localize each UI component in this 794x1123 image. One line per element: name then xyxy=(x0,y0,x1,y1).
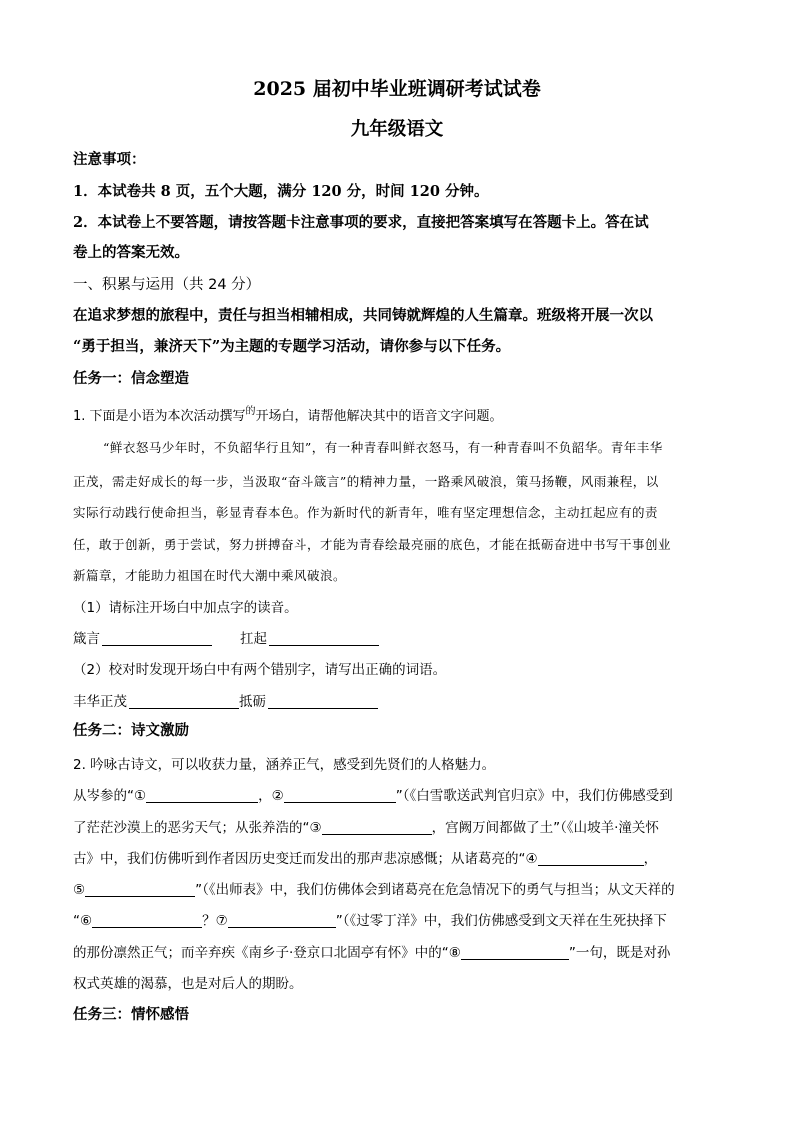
blank-5[interactable] xyxy=(85,880,195,897)
task2-heading: 任务二：诗文激励 xyxy=(73,722,189,739)
poem-line-2 xyxy=(73,818,659,838)
poem-line-3 xyxy=(73,849,657,869)
label-zhenyan: 箴言 xyxy=(73,631,100,647)
poem-line-6-a: 的那份凛然正气；而辛弃疾《南乡子·登京口北固亭有怀》中的“⑧ xyxy=(73,945,461,961)
passage-line-3: 实际行动践行使命担当，彰显青春本色。作为新时代的新青年，唯有坚定理想信念，主动扛起应有的责 xyxy=(73,505,659,520)
question-2-intro: 2. 吟咏古诗文，可以收获力量，涵养正气，感受到先贤们的人格魅力。 xyxy=(73,757,496,773)
poem-line-5-c: ”（《过零丁洋》中，我们仿佛感受到文天祥在生死抉择下 xyxy=(335,913,667,929)
notice-item-2-line2: 卷上的答案无效。 xyxy=(73,244,189,261)
section1-intro-line1: 在追求梦想的旅程中，责任与担当相辅相成，共同铸就辉煌的人生篇章。班级将开展一次以 xyxy=(73,307,653,324)
blank-dili[interactable] xyxy=(268,692,378,709)
answer-line-2 xyxy=(73,692,378,712)
section1-intro-line2: “勇于担当，兼济天下”为主题的专题学习活动，请你参与以下任务。 xyxy=(73,338,511,355)
blank-fenghua[interactable] xyxy=(129,692,239,709)
poem-line-5-a: “⑥ xyxy=(73,913,93,929)
poem-line-3-b: ， xyxy=(643,851,658,867)
section1-heading: 一、积累与运用（共 24 分） xyxy=(73,277,261,293)
question-1-text-b: 开场白，请帮他解决其中的语音文字问题。 xyxy=(255,409,503,424)
poem-line-1-c: ”（《白雪歌送武判官归京》中，我们仿佛感受到 xyxy=(395,788,673,804)
blank-7[interactable] xyxy=(228,911,336,928)
sub-question-2: （2）校对时发现开场白中有两个错别字，请写出正确的词语。 xyxy=(73,662,447,678)
blank-2[interactable] xyxy=(284,786,396,803)
blank-4[interactable] xyxy=(538,849,644,866)
poem-line-4-b: ”（《出师表》中，我们仿佛体会到诸葛亮在危急情况下的勇气与担当；从文天祥的 xyxy=(195,882,675,898)
blank-3[interactable] xyxy=(322,818,432,835)
dot-mark: 的 xyxy=(245,406,256,417)
notice-heading: 注意事项： xyxy=(73,151,146,168)
poem-line-6-b: ”一句，既是对孙 xyxy=(568,945,671,961)
blank-kangqi[interactable] xyxy=(269,629,379,646)
passage-line-1: “鲜衣怒马少年时，不负韶华行且知”，有一种青春叫鲜衣怒马，有一种青春叫不负韶华。青年丰华 xyxy=(103,440,663,455)
blank-1[interactable] xyxy=(146,786,258,803)
sub-question-1: （1）请标注开场白中加点字的读音。 xyxy=(73,600,298,616)
answer-line-1 xyxy=(73,629,379,649)
exam-title: 2025 届初中毕业班调研考试试卷 xyxy=(253,78,541,100)
task1-heading: 任务一：信念塑造 xyxy=(73,370,189,387)
poem-line-1 xyxy=(73,786,673,806)
notice-item-2-line1: 2．本试卷上不要答题，请按答题卡注意事项的要求，直接把答案填写在答题卡上。答在试 xyxy=(73,214,649,231)
question-1 xyxy=(73,407,503,428)
exam-subtitle: 九年级语文 xyxy=(350,119,444,140)
poem-line-6 xyxy=(73,943,670,963)
question-1-text-a: 1. 下面是小语为本次活动撰写 xyxy=(73,409,246,424)
blank-6[interactable] xyxy=(92,911,202,928)
passage-line-5: 新篇章，才能助力祖国在时代大潮中乘风破浪。 xyxy=(73,568,347,583)
notice-item-1: 1．本试卷共 8 页，五个大题，满分 120 分，时间 120 分钟。 xyxy=(73,183,489,200)
passage-line-2: 正茂，需走好成长的每一步，当汲取“奋斗箴言”的精神力量，一路乘风破浪，策马扬鞭，风雨兼程，以 xyxy=(73,474,659,489)
poem-line-4-a: ⑤ xyxy=(73,882,86,898)
label-fenghua: 丰华正茂 xyxy=(73,694,127,710)
blank-8[interactable] xyxy=(461,943,569,960)
poem-line-5 xyxy=(73,911,667,931)
label-kangqi: 扛起 xyxy=(240,631,267,647)
poem-line-4 xyxy=(73,880,675,900)
blank-zhenyan[interactable] xyxy=(102,629,212,646)
task3-heading: 任务三：情怀感悟 xyxy=(73,1006,189,1023)
poem-line-2-b: ，宫阙万间都做了土”（《山坡羊·潼关怀 xyxy=(431,820,659,836)
passage-line-4: 任，敢于创新，勇于尝试，努力拼搏奋斗，才能为青春绘最亮丽的底色，才能在抵砺奋进中书写干事创业 xyxy=(73,537,672,552)
poem-line-5-b: ？⑦ xyxy=(202,913,228,929)
poem-line-1-b: ，② xyxy=(258,788,284,804)
label-dili: 抵砺 xyxy=(239,694,266,710)
poem-line-3-a: 古》中，我们仿佛听到作者因历史变迁而发出的那声悲凉感慨；从诸葛亮的“④ xyxy=(73,851,538,867)
poem-line-1-a: 从岑参的“① xyxy=(73,788,147,804)
poem-line-2-a: 了茫茫沙漠上的恶劣天气；从张养浩的“③ xyxy=(73,820,322,836)
poem-line-7: 权式英雄的渴慕，也是对后人的期盼。 xyxy=(73,976,303,992)
